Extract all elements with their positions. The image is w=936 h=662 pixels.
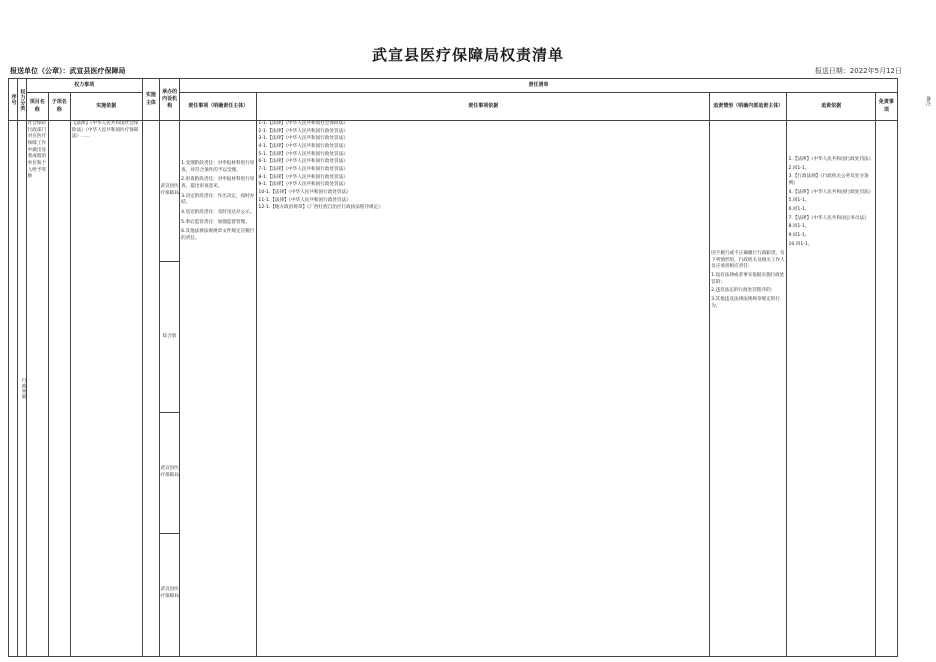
header-responsibility-section: 责任清单 <box>180 79 898 93</box>
accountability-item: 2.违反法定的行政处罚程序的； <box>711 288 776 294</box>
cell-internal-org <box>160 121 180 657</box>
report-unit: 报送单位（公章）：武宣县医疗保障局 <box>10 67 126 75</box>
cell-item-name: 社会保险行政部门对在医疗保障工作中做出显著成绩的单位和个人给予奖励 <box>26 121 48 657</box>
accountability-item: 1.没有法律或者事实依据实施行政处罚的； <box>711 272 785 285</box>
cell-accountability <box>710 121 787 657</box>
duty-basis-paragraph: 11-1.【法律】《中华人民共和国行政处罚法》 <box>258 197 351 203</box>
duty-item: 4.送达阶段责任：及时送达并公示。 <box>181 209 255 215</box>
duty-item: 1.受理阶段责任：对申报材料进行审查，对符合条件的予以受理。 <box>181 161 255 173</box>
header-exemption: 免责事项 <box>875 93 897 121</box>
internal-org-c: 武宣县医疗保障局 <box>160 413 179 534</box>
accountability-basis-item: 8.同1-1。 <box>788 224 810 230</box>
cell-duty-items <box>180 121 257 657</box>
duty-basis-paragraph: 5-1.【法律】《中华人民共和国行政处罚法》 <box>258 151 348 157</box>
cell-seq <box>9 121 18 657</box>
duty-item: 2.审查阶段责任：对申报材料进行审查，提出审查意见。 <box>181 177 255 189</box>
accountability-item: 因不履行或不正确履行行政职责，有下列情形的，行政机关及相关工作人员应承担相应责任： <box>711 251 785 270</box>
duty-basis-paragraph: 8-1.【法律】《中华人民共和国行政处罚法》 <box>258 174 348 180</box>
header-basis: 实施依据 <box>70 93 142 121</box>
cell-duty-basis <box>257 121 710 657</box>
header-duty-basis: 责任事项依据 <box>257 93 710 121</box>
accountability-basis-item: 9.同1-1。 <box>788 232 810 238</box>
duty-basis-paragraph: 1-1.【法律】《中华人民共和国社会保险法》 <box>258 121 348 126</box>
header-sub-item-name: 子项名称 <box>48 93 70 121</box>
report-date: 报送日期：2022年5月12日 <box>814 67 902 75</box>
cell-subject <box>142 121 160 657</box>
accountability-basis-item: 4.【法律】《中华人民共和国行政处罚法》 <box>788 189 874 195</box>
accountability-basis-item: 7.【法律】《中华人民共和国公务员法》 <box>788 215 869 221</box>
duty-basis-paragraph: 10-1.【法律】《中华人民共和国行政处罚法》 <box>258 189 351 195</box>
accountability-basis-item: 3.【行政法规】《行政机关公务员处分条例》 <box>788 174 869 186</box>
accountability-basis-item: 10.同1-1。 <box>788 241 813 247</box>
duty-basis-paragraph: 3-1.【法律】《中华人民共和国行政处罚法》 <box>258 136 348 142</box>
cell-exemption <box>875 121 897 657</box>
table-row <box>9 121 898 657</box>
accountability-basis-item: 2.同1-1。 <box>788 165 810 171</box>
cell-sub-item-name <box>48 121 70 657</box>
accountability-basis-item: 6.同1-1。 <box>788 206 810 212</box>
header-subject: 实施主体 <box>142 79 160 121</box>
header-remarks: 备注 <box>925 96 931 106</box>
duty-item: 3.决定阶段责任：作出决定，按时办结。 <box>181 193 255 206</box>
accountability-basis-item: 5.同1-1。 <box>788 198 810 204</box>
page-title: 武宣县医疗保障局权责清单 <box>371 46 564 64</box>
header-accountability: 追责情形（明确内部追责主体） <box>710 93 787 121</box>
accountability-item: 3.其他违反法律法规规章规定的行为。 <box>711 296 780 309</box>
header-seq: 序号 <box>9 79 18 121</box>
cell-basis: 【法律】《中华人民共和国社会保险法》《中华人民共和国医疗保障法》…… <box>70 121 142 657</box>
responsibility-table <box>8 78 898 657</box>
internal-org-a: 武宣县医疗保障局 <box>160 121 179 262</box>
header-internal-org: 承办的内设机构 <box>160 79 180 121</box>
header-duty-items: 责任事项（明确责任主体） <box>180 93 257 121</box>
header-power-category: 权力分类 <box>17 79 26 121</box>
internal-org-d: 武宣县医疗保障局 <box>160 587 179 599</box>
duty-basis-paragraph: 9-1.【法律】《中华人民共和国行政处罚法》 <box>258 182 348 188</box>
header-power-items: 权力事项 <box>26 79 142 93</box>
duty-basis-paragraph: 7-1.【法律】《中华人民共和国行政处罚法》 <box>258 166 348 172</box>
header-item-name: 项目名称 <box>26 93 48 121</box>
cell-accountability-basis <box>787 121 875 657</box>
cell-category: 行政奖励 <box>17 121 26 657</box>
duty-item: 5.事后监管责任：加强监督管理。 <box>181 219 250 225</box>
header-accountability-basis: 追责依据 <box>787 93 875 121</box>
duty-item: 6.其他法律法规规章文件规定应履行的责任。 <box>181 229 255 241</box>
duty-basis-paragraph: 2-1.【法律】《中华人民共和国行政处罚法》 <box>258 128 348 134</box>
accountability-basis-item: 1.【法律】《中华人民共和国行政处罚法》 <box>788 157 874 162</box>
duty-basis-paragraph: 12-1.【地方政府规章】《广西壮族自治区行政执法程序规定》 <box>258 205 383 211</box>
internal-org-b: 综合股 <box>160 262 179 413</box>
duty-basis-paragraph: 4-1.【法律】《中华人民共和国行政处罚法》 <box>258 143 348 149</box>
duty-basis-paragraph: 6-1.【法律】《中华人民共和国行政处罚法》 <box>258 159 348 165</box>
